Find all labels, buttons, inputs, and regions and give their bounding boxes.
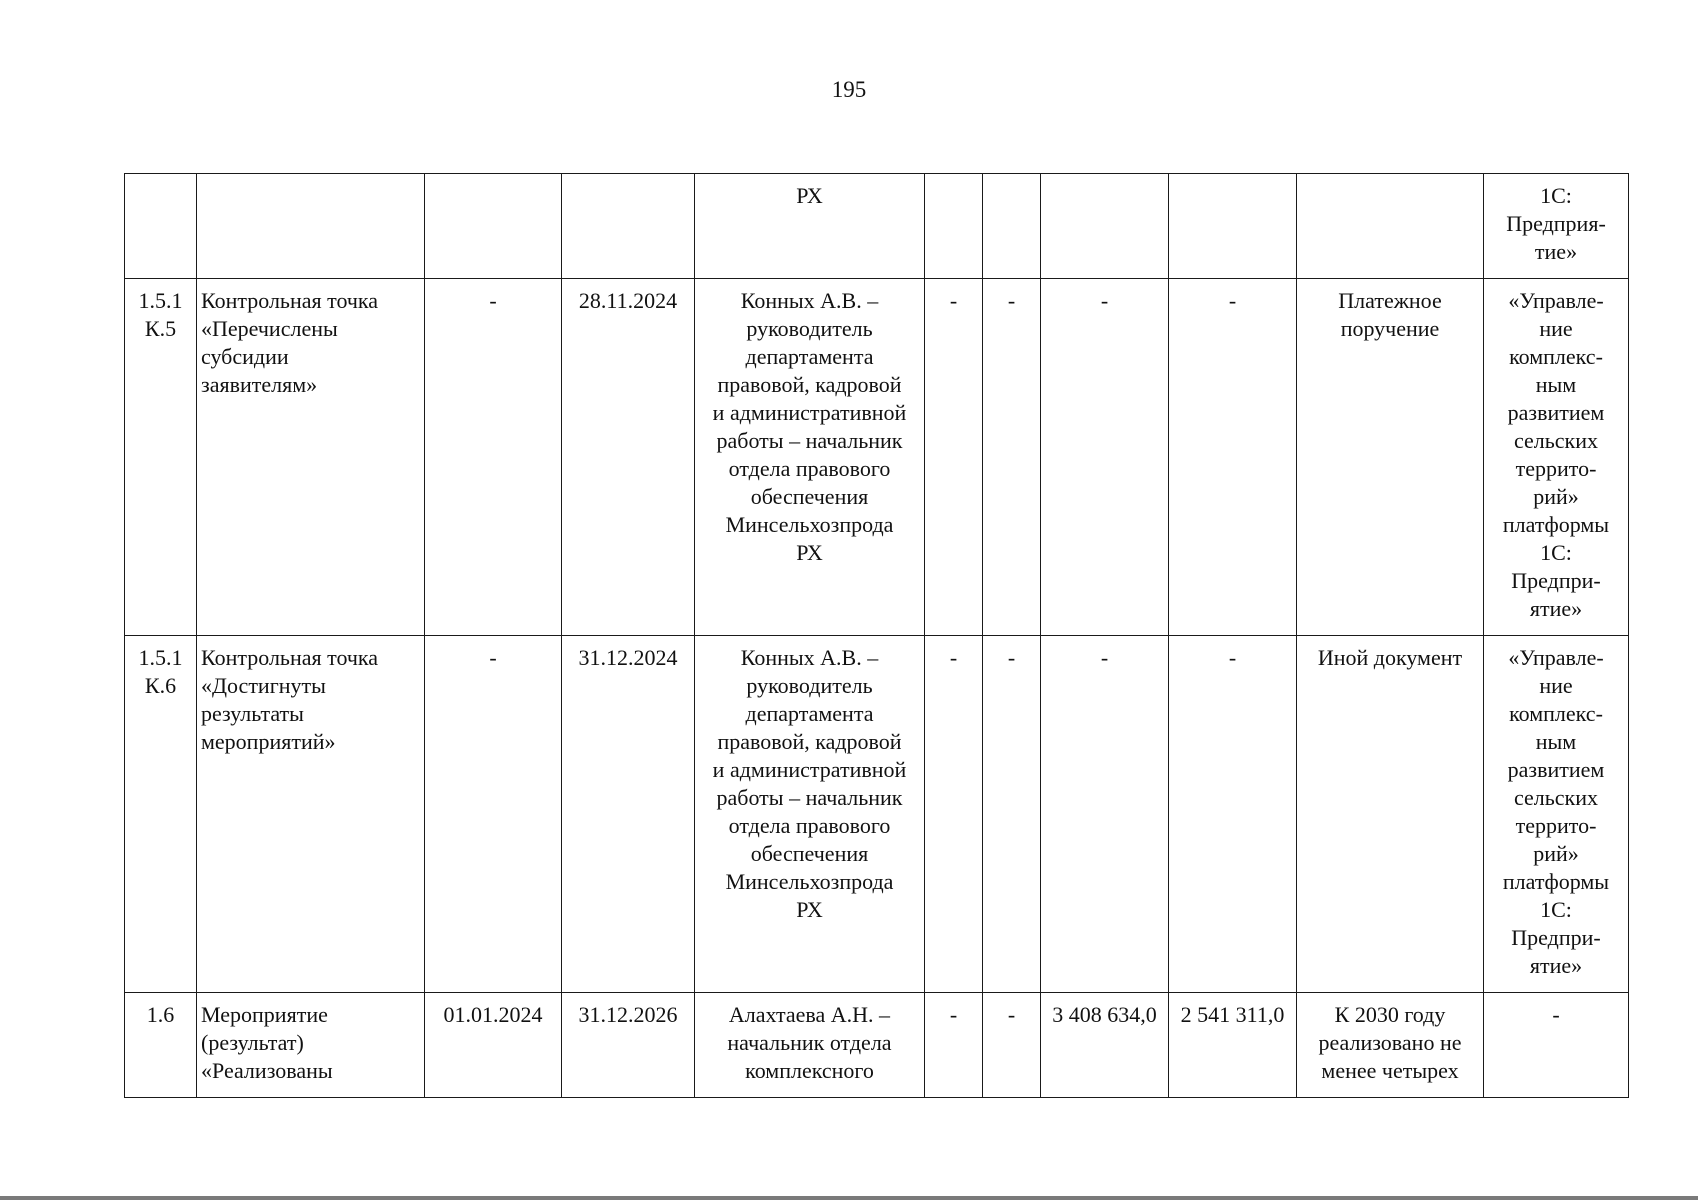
information-system-cell: 1С: Предприя- тие» xyxy=(1484,174,1629,279)
amount1-cell: - xyxy=(1041,279,1169,636)
responsible-cell: Алахтаева А.Н. – начальник отдела комплексного xyxy=(695,993,925,1098)
information-system-cell: «Управле- ние комплекс- ным развитием сельских террито- рий» платформы 1С: Предпри- ятие» xyxy=(1484,636,1629,993)
col6-cell: - xyxy=(925,993,983,1098)
col7-cell: - xyxy=(983,993,1041,1098)
amount1-cell xyxy=(1041,174,1169,279)
col6-cell xyxy=(925,174,983,279)
amount2-cell: - xyxy=(1169,279,1297,636)
start-date-cell: - xyxy=(425,279,562,636)
end-date-cell xyxy=(562,174,695,279)
measure-name-cell xyxy=(197,174,425,279)
amount1-cell: - xyxy=(1041,636,1169,993)
table-row xyxy=(125,174,1629,279)
start-date-cell: - xyxy=(425,636,562,993)
table-row xyxy=(125,279,1629,636)
responsible-cell: Конных А.В. – руководитель департамента правовой, кадровой и административной работы – начальник отдела правового обеспечения Минсельхозпрода РХ xyxy=(695,279,925,636)
responsible-cell: Конных А.В. – руководитель департамента правовой, кадровой и административной работы – начальник отдела правового обеспечения Минсельхозпрода РХ xyxy=(695,636,925,993)
col7-cell xyxy=(983,174,1041,279)
amount2-cell xyxy=(1169,174,1297,279)
amount2-cell: - xyxy=(1169,636,1297,993)
col7-cell: - xyxy=(983,636,1041,993)
responsible-cell: РХ xyxy=(695,174,925,279)
end-date-cell: 31.12.2024 xyxy=(562,636,695,993)
measure-name-cell: Мероприятие (результат) «Реализованы xyxy=(197,993,425,1098)
document-type-cell: Платежное поручение xyxy=(1297,279,1484,636)
table-row xyxy=(125,993,1629,1098)
end-date-cell: 28.11.2024 xyxy=(562,279,695,636)
end-date-cell: 31.12.2026 xyxy=(562,993,695,1098)
page-number: 195 xyxy=(831,77,867,102)
document-type-cell: К 2030 году реализовано не менее четырех xyxy=(1297,993,1484,1098)
col6-cell: - xyxy=(925,279,983,636)
row-number-cell: 1.6 xyxy=(125,993,197,1098)
row-number-cell: 1.5.1 К.6 xyxy=(125,636,197,993)
col6-cell: - xyxy=(925,636,983,993)
scan-bottom-edge xyxy=(0,1196,1698,1200)
start-date-cell: 01.01.2024 xyxy=(425,993,562,1098)
row-number-cell: 1.5.1 К.5 xyxy=(125,279,197,636)
information-system-cell: «Управле- ние комплекс- ным развитием сельских террито- рий» платформы 1С: Предпри- ятие» xyxy=(1484,279,1629,636)
table-row xyxy=(125,636,1629,993)
row-number-cell xyxy=(125,174,197,279)
document-type-cell: Иной документ xyxy=(1297,636,1484,993)
col7-cell: - xyxy=(983,279,1041,636)
start-date-cell xyxy=(425,174,562,279)
measures-table xyxy=(124,173,1629,1098)
amount1-cell: 3 408 634,0 xyxy=(1041,993,1169,1098)
measure-name-cell: Контрольная точка «Перечислены субсидии заявителям» xyxy=(197,279,425,636)
document-type-cell xyxy=(1297,174,1484,279)
amount2-cell: 2 541 311,0 xyxy=(1169,993,1297,1098)
measure-name-cell: Контрольная точка «Достигнуты результаты мероприятий» xyxy=(197,636,425,993)
information-system-cell: - xyxy=(1484,993,1629,1098)
